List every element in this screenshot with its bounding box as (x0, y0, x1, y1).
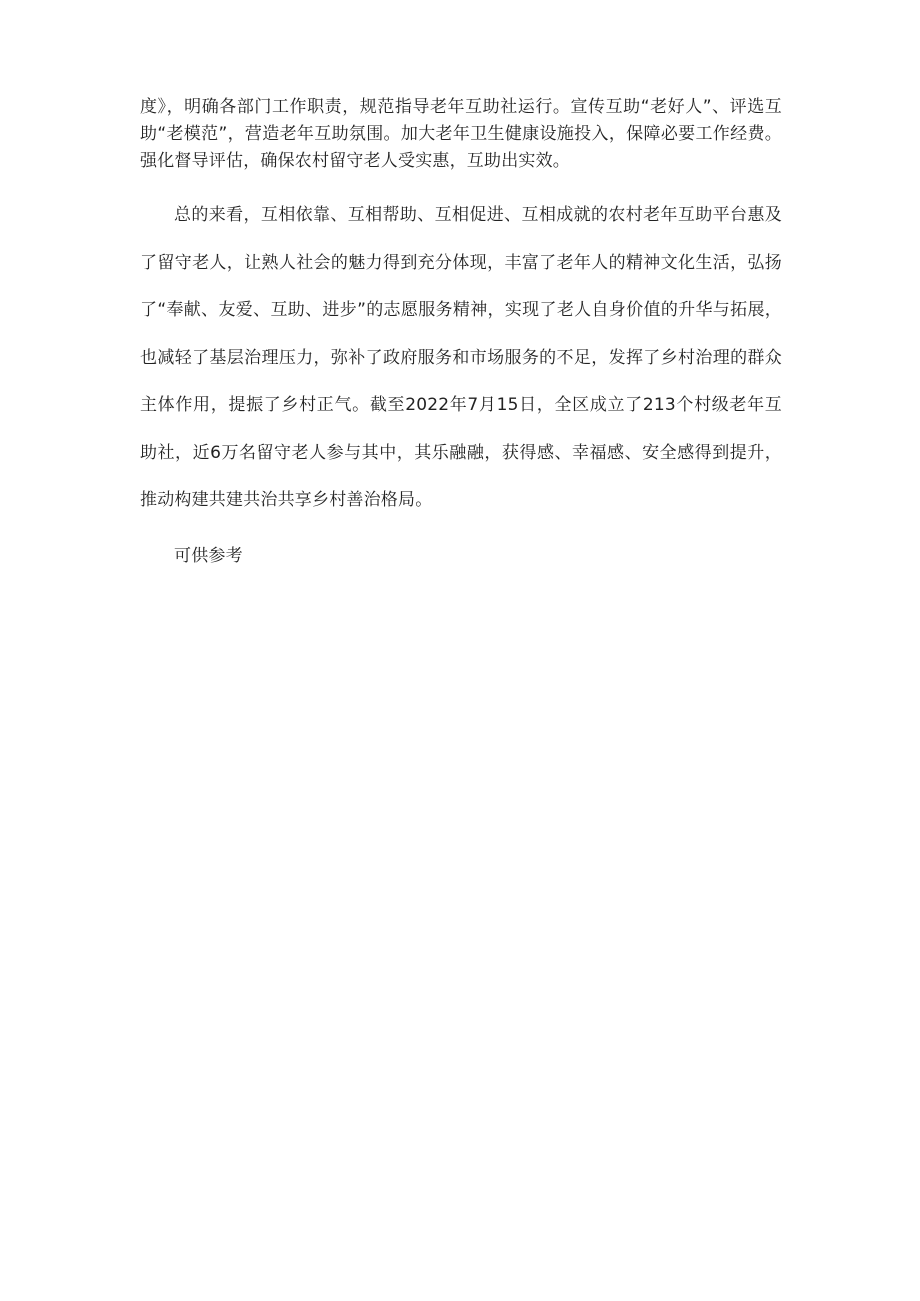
document-body (140, 94, 782, 570)
paragraph-reference-note: 可供参考 (174, 545, 243, 566)
paragraph-policy-measures: 度》，明确各部门工作职责，规范指导老年互助社运行。宣传互助“老好人”、评选互助“老模范”，营造老年互助氛围。加大老年卫生健康设施投入，保障必要工作经费。强化督导评估，确保农村留守老人受实惠，互助出实效。 (140, 97, 782, 171)
paragraph-summary: 总的来看，互相依靠、互相帮助、互相促进、互相成就的农村老年互助平台惠及了留守老人，让熟人社会的魅力得到充分体现，丰富了老年人的精神文化生活，弘扬了“奉献、友爱、互助、进步”的志愿服务精神，实现了老人自身价值的升华与拓展，也减轻了基层治理压力，弥补了政府服务和市场服务的不足，发挥了乡村治理的群众主体作用，提振了乡村正气。截至2022年7月15日，全区成立了213个村级老年互助社，近6万名留守老人参与其中，其乐融融，获得感、幸福感、安全感得到提升，推动构建共建共治共享乡村善治格局。 (140, 205, 782, 510)
